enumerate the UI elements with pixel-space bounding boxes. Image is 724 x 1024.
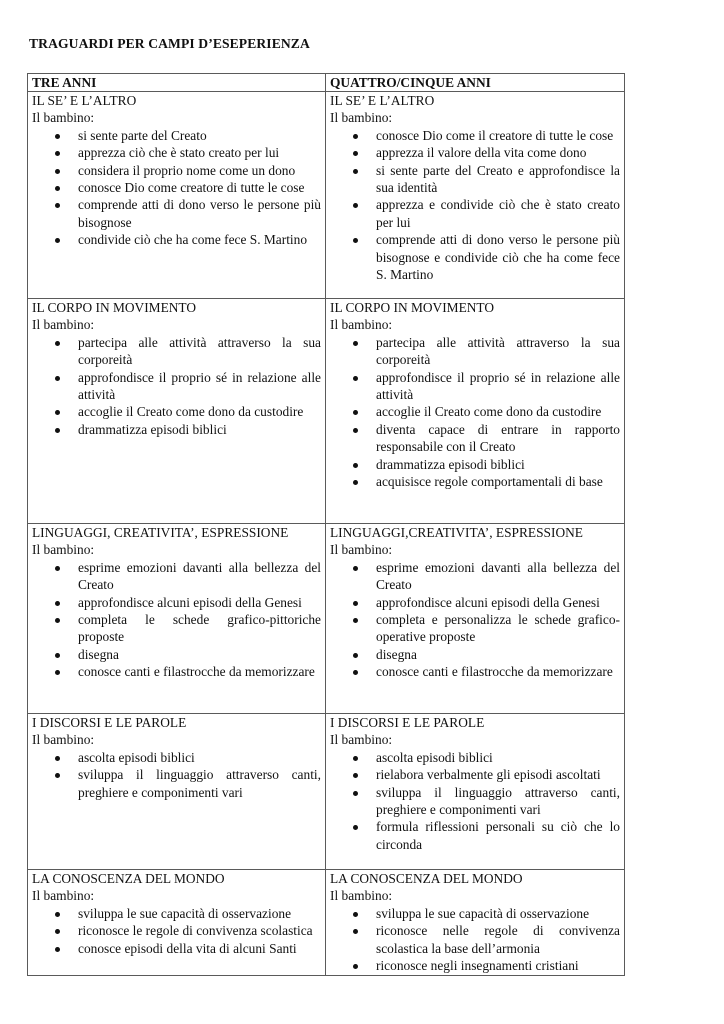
list-item: accoglie il Creato come dono da custodire (376, 403, 620, 420)
list-item: riconosce negli insegnamenti cristiani (376, 957, 620, 974)
table-row-il-se-e-laltro (28, 92, 625, 299)
list-item: considera il proprio nome come un dono (78, 162, 321, 179)
list-item: conosce Dio come creatore di tutte le cose (78, 179, 321, 196)
list-item: sviluppa le sue capacità di osservazione (78, 905, 321, 922)
goals-list (32, 334, 321, 438)
list-item: sviluppa il linguaggio attraverso canti, preghiere e componimenti vari (376, 784, 620, 818)
intro-text: Il bambino: (330, 888, 393, 904)
list-item: apprezza e condivide ciò che è stato creato per lui (376, 197, 620, 230)
area-title: IL SE’ E L’ALTRO (330, 93, 435, 108)
column-header-three-years: TRE ANNI (28, 74, 326, 92)
goals-list (32, 905, 321, 957)
list-item: partecipa alle attività attraverso la sua corporeità (376, 334, 620, 368)
goals-list (330, 334, 620, 491)
goals-list (32, 559, 321, 681)
list-item: sviluppa le sue capacità di osservazione (376, 905, 620, 922)
list-item: conosce episodi della vita di alcuni Santi (78, 940, 321, 957)
intro-text: Il bambino: (32, 888, 95, 904)
goals-list (330, 749, 620, 853)
list-item: acquisisce regole comportamentali di base (376, 473, 620, 490)
list-item: esprime emozioni davanti alla bellezza del Creato (376, 559, 620, 593)
goals-list (32, 749, 321, 801)
list-item: apprezza ciò che è stato creato per lui (78, 144, 321, 161)
cell-three-years (28, 870, 326, 976)
page-title: TRAGUARDI PER CAMPI D’ESEPERIENZA (29, 36, 310, 51)
cell-three-years (28, 714, 326, 870)
area-title: LA CONOSCENZA DEL MONDO (32, 871, 225, 886)
intro-text: Il bambino: (330, 542, 393, 558)
list-item: esprime emozioni davanti alla bellezza del Creato (78, 559, 321, 593)
list-item: riconosce le regole di convivenza scolastica (78, 922, 321, 939)
intro-text: Il bambino: (32, 317, 95, 333)
list-item: riconosce nelle regole di convivenza scolastica la base dell’armonia (376, 923, 620, 956)
list-item: ascolta episodi biblici (376, 749, 620, 766)
table-row-il-corpo-in-movimento (28, 299, 625, 524)
area-title: IL CORPO IN MOVIMENTO (330, 300, 495, 315)
list-item: apprezza il valore della vita come dono (376, 144, 620, 161)
table-row-i-discorsi-e-le-parole (28, 714, 625, 870)
area-title: IL CORPO IN MOVIMENTO (32, 300, 197, 315)
cell-four-five-years (326, 92, 625, 299)
list-item: diventa capace di entrare in rapporto responsabile con il Creato (376, 421, 620, 455)
cell-three-years (28, 92, 326, 299)
list-item: completa e personalizza le schede grafico-operative proposte (376, 612, 620, 645)
list-item: si sente parte del Creato (78, 127, 321, 144)
cell-four-five-years (326, 524, 625, 714)
goals-table (27, 73, 625, 976)
list-item: conosce canti e filastrocche da memorizzare (78, 663, 321, 680)
list-item: approfondisce il proprio sé in relazione alle attività (376, 369, 620, 403)
intro-text: Il bambino: (330, 110, 393, 126)
area-title: LA CONOSCENZA DEL MONDO (330, 871, 523, 886)
table-header-row (28, 74, 625, 92)
list-item: formula riflessioni personali su ciò che lo circonda (376, 819, 620, 852)
list-item: comprende atti di dono verso le persone più bisognose e condivide ciò che ha come fece S. Martino (376, 232, 620, 283)
list-item: disegna (78, 646, 321, 663)
cell-three-years (28, 524, 326, 714)
list-item: rielabora verbalmente gli episodi ascoltati (376, 766, 620, 783)
intro-text: Il bambino: (330, 317, 393, 333)
table-row-linguaggi-creativita-espressione (28, 524, 625, 714)
list-item: partecipa alle attività attraverso la sua corporeità (78, 334, 321, 368)
list-item: comprende atti di dono verso le persone più bisognose (78, 197, 321, 230)
goals-list (330, 127, 620, 284)
cell-four-five-years (326, 714, 625, 870)
list-item: drammatizza episodi biblici (376, 456, 620, 473)
cell-four-five-years (326, 870, 625, 976)
intro-text: Il bambino: (32, 110, 95, 126)
column-header-four-five-years: QUATTRO/CINQUE ANNI (326, 74, 625, 92)
area-title: LINGUAGGI,CREATIVITA’, ESPRESSIONE (330, 525, 583, 540)
area-title: I DISCORSI E LE PAROLE (330, 715, 485, 730)
list-item: si sente parte del Creato e approfondisce la sua identità (376, 162, 620, 196)
list-item: ascolta episodi biblici (78, 749, 321, 766)
list-item: accoglie il Creato come dono da custodire (78, 403, 321, 420)
list-item: sviluppa il linguaggio attraverso canti, preghiere e componimenti vari (78, 767, 321, 800)
intro-text: Il bambino: (32, 732, 95, 748)
list-item: approfondisce alcuni episodi della Genesi (376, 594, 620, 611)
cell-four-five-years (326, 299, 625, 524)
list-item: drammatizza episodi biblici (78, 421, 321, 438)
list-item: conosce Dio come il creatore di tutte le cose (376, 127, 620, 144)
intro-text: Il bambino: (32, 542, 95, 558)
cell-three-years (28, 299, 326, 524)
goals-list (330, 559, 620, 681)
list-item: condivide ciò che ha come fece S. Martino (78, 231, 321, 248)
list-item: approfondisce il proprio sé in relazione alle attività (78, 369, 321, 403)
list-item: disegna (376, 646, 620, 663)
area-title: IL SE’ E L’ALTRO (32, 93, 137, 108)
list-item: completa le schede grafico-pittoriche proposte (78, 612, 321, 645)
intro-text: Il bambino: (330, 732, 393, 748)
list-item: conosce canti e filastrocche da memorizzare (376, 663, 620, 680)
list-item: approfondisce alcuni episodi della Genesi (78, 594, 321, 611)
area-title: LINGUAGGI, CREATIVITA’, ESPRESSIONE (32, 525, 289, 540)
goals-list (32, 127, 321, 249)
area-title: I DISCORSI E LE PAROLE (32, 715, 187, 730)
goals-list (330, 905, 620, 975)
table-row-la-conoscenza-del-mondo (28, 870, 625, 976)
